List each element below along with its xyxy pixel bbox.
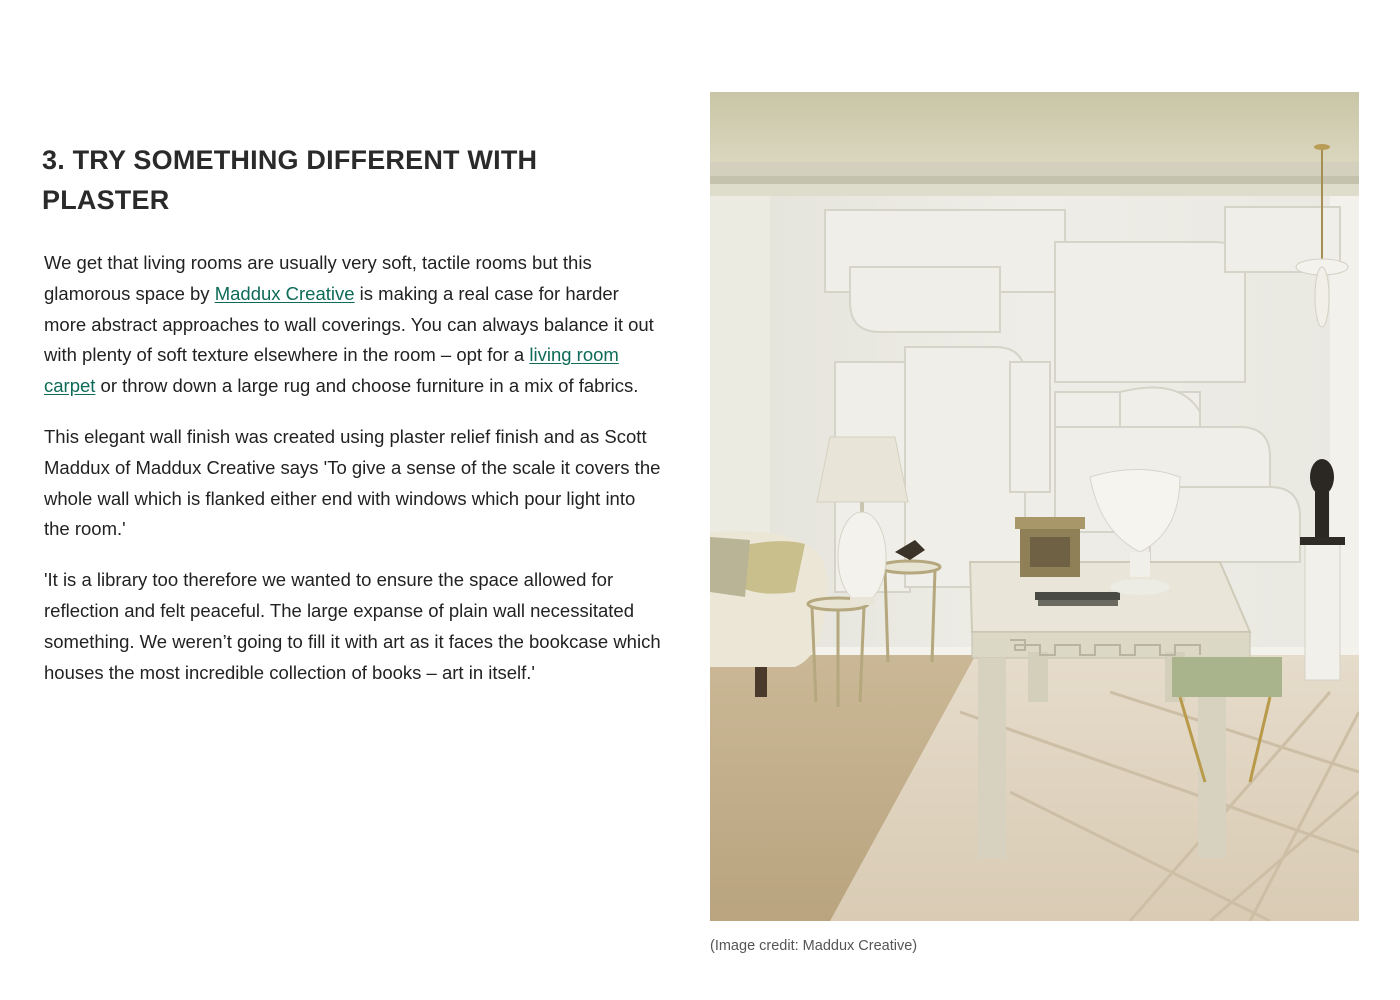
paragraph-1-text-a: We get that living rooms are usually very soft, tactile rooms but this glamorous space by (44, 252, 592, 304)
image-credit-caption: (Image credit: Maddux Creative) (710, 938, 918, 954)
paragraph-3: 'It is a library too therefore we wanted to ensure the space allowed for reflection and felt peaceful. The large expanse of plain wall necessitated something. We weren’t going to fill it with art as it faces the bookcase which houses the most incredible collection of books – art in itself.' (44, 569, 661, 683)
section-heading: 3. TRY SOMETHING DIFFERENT WITH PLASTER (42, 145, 538, 215)
paragraph-2: This elegant wall finish was created using plaster relief finish and as Scott Maddux of Maddux Creative says 'To give a sense of the scale it covers the whole wall which is flanked either end with windows which pour light into the room.' (44, 425, 661, 540)
paragraph-1 (44, 248, 664, 402)
paragraph-1-text-b: is making a real case for harder more abstract approaches to wall coverings. You can always balance it out with plenty of soft texture elsewhere in the room – opt for a (44, 282, 654, 366)
living-room-carpet-link[interactable]: living room carpet (44, 344, 619, 397)
room-photo-illustration (710, 92, 1359, 921)
article-text-column (44, 140, 664, 708)
paragraph-1-text-c: or throw down a large rug and choose furniture in a mix of fabrics. (95, 375, 639, 397)
room-photo (710, 92, 1359, 921)
maddux-creative-link[interactable]: Maddux Creative (214, 282, 355, 304)
